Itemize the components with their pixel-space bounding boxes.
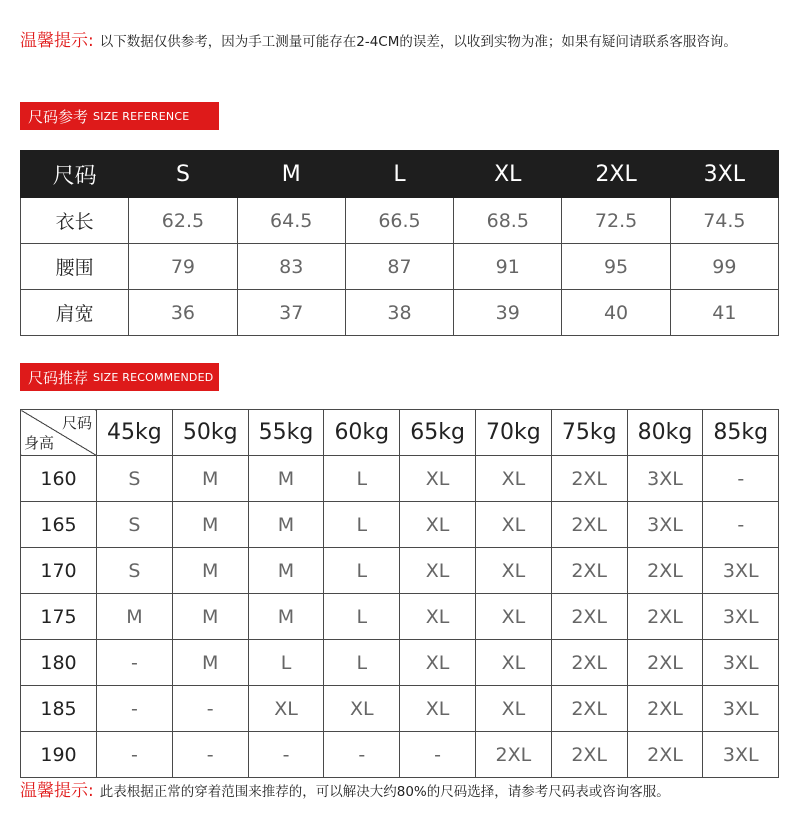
notice-bottom-highlight: 温馨提示:	[20, 781, 94, 801]
recommended-size-cell: S	[97, 456, 173, 502]
recommended-size-cell: 3XL	[703, 594, 779, 640]
measurement-value: 37	[237, 290, 345, 336]
recommended-size-cell: 2XL	[627, 594, 703, 640]
recommended-size-cell: XL	[475, 502, 551, 548]
size-header-cell: L	[345, 151, 453, 198]
measurement-value: 87	[345, 244, 453, 290]
measurement-value: 41	[670, 290, 778, 336]
weight-header-cell: 75kg	[551, 410, 627, 456]
table-row	[21, 290, 779, 336]
recommended-size-cell: M	[248, 594, 324, 640]
recommended-size-cell: 3XL	[627, 502, 703, 548]
recommended-size-cell: XL	[400, 548, 476, 594]
recommended-size-cell: XL	[475, 548, 551, 594]
recommended-size-cell: 2XL	[475, 732, 551, 778]
notice-bottom	[20, 780, 790, 803]
recommended-size-cell: XL	[400, 502, 476, 548]
recommended-size-cell: 3XL	[703, 548, 779, 594]
recommended-size-cell: 2XL	[551, 640, 627, 686]
recommended-size-cell: -	[172, 732, 248, 778]
recommended-size-cell: XL	[248, 686, 324, 732]
recommended-size-cell: 3XL	[703, 640, 779, 686]
height-label: 160	[21, 456, 97, 502]
recommended-size-cell: XL	[400, 640, 476, 686]
size-reference-table	[20, 150, 779, 336]
recommended-size-cell: 2XL	[551, 456, 627, 502]
size-recommended-tag-en: SIZE RECOMMENDED	[93, 370, 214, 384]
weight-header-cell: 80kg	[627, 410, 703, 456]
recommended-size-cell: 2XL	[551, 548, 627, 594]
measurement-value: 36	[129, 290, 237, 336]
recommended-size-cell: M	[172, 456, 248, 502]
size-header-cell: 3XL	[670, 151, 778, 198]
measurement-value: 83	[237, 244, 345, 290]
recommended-size-cell: M	[172, 502, 248, 548]
measurement-value: 64.5	[237, 198, 345, 244]
recommended-size-cell: XL	[400, 456, 476, 502]
recommended-size-cell: -	[97, 686, 173, 732]
recommended-size-cell: 3XL	[703, 686, 779, 732]
recommended-size-cell: XL	[324, 686, 400, 732]
measurement-value: 99	[670, 244, 778, 290]
recommended-size-cell: 2XL	[551, 594, 627, 640]
notice-bottom-text: 此表根据正常的穿着范围来推荐的，可以解决大约80%的尺码选择，请参考尺码表或咨询客服。	[99, 784, 670, 800]
table-row	[21, 732, 779, 778]
recommended-size-cell: XL	[400, 594, 476, 640]
size-recommended-table	[20, 409, 779, 778]
recommended-size-cell: L	[324, 456, 400, 502]
recommended-size-cell: -	[324, 732, 400, 778]
weight-header-cell: 55kg	[248, 410, 324, 456]
measurement-value: 40	[562, 290, 670, 336]
recommended-size-cell: 2XL	[627, 640, 703, 686]
recommended-size-cell: XL	[475, 456, 551, 502]
recommended-size-cell: -	[703, 456, 779, 502]
height-label: 190	[21, 732, 97, 778]
size-column-header: 尺码	[21, 151, 129, 198]
recommended-size-cell: 3XL	[703, 732, 779, 778]
corner-header-cell	[21, 410, 97, 456]
recommended-size-cell: 2XL	[627, 686, 703, 732]
measurement-label: 肩宽	[21, 290, 129, 336]
measurement-value: 74.5	[670, 198, 778, 244]
size-header-cell: 2XL	[562, 151, 670, 198]
recommended-size-cell: M	[248, 502, 324, 548]
recommended-size-cell: XL	[475, 640, 551, 686]
recommended-size-cell: M	[172, 640, 248, 686]
recommended-size-cell: M	[172, 548, 248, 594]
weight-header-cell: 60kg	[324, 410, 400, 456]
height-label: 185	[21, 686, 97, 732]
table-row	[21, 686, 779, 732]
table-row	[21, 548, 779, 594]
recommended-size-cell: 2XL	[627, 548, 703, 594]
size-recommended-header-row	[21, 410, 779, 456]
size-recommended-tag	[20, 363, 219, 391]
recommended-size-cell: 2XL	[551, 686, 627, 732]
height-label: 175	[21, 594, 97, 640]
recommended-size-cell: L	[248, 640, 324, 686]
recommended-size-cell: 2XL	[551, 502, 627, 548]
table-row	[21, 198, 779, 244]
corner-height-label: 身高	[24, 434, 55, 452]
recommended-size-cell: M	[248, 456, 324, 502]
measurement-value: 91	[454, 244, 562, 290]
measurement-value: 39	[454, 290, 562, 336]
recommended-size-cell: M	[248, 548, 324, 594]
measurement-value: 72.5	[562, 198, 670, 244]
recommended-size-cell: -	[97, 640, 173, 686]
notice-top-highlight: 温馨提示:	[20, 31, 94, 51]
size-header-cell: S	[129, 151, 237, 198]
measurement-value: 95	[562, 244, 670, 290]
weight-header-cell: 50kg	[172, 410, 248, 456]
size-recommended-tag-cn: 尺码推荐	[28, 368, 89, 387]
measurement-value: 62.5	[129, 198, 237, 244]
table-row	[21, 640, 779, 686]
recommended-size-cell: XL	[475, 594, 551, 640]
measurement-label: 腰围	[21, 244, 129, 290]
corner-size-label: 尺码	[61, 414, 92, 432]
recommended-size-cell: M	[97, 594, 173, 640]
height-label: 170	[21, 548, 97, 594]
height-label: 165	[21, 502, 97, 548]
table-row	[21, 594, 779, 640]
weight-header-cell: 85kg	[703, 410, 779, 456]
recommended-size-cell: -	[248, 732, 324, 778]
recommended-size-cell: 2XL	[551, 732, 627, 778]
recommended-size-cell: XL	[475, 686, 551, 732]
recommended-size-cell: M	[172, 594, 248, 640]
size-header-cell: XL	[454, 151, 562, 198]
height-label: 180	[21, 640, 97, 686]
recommended-size-cell: S	[97, 548, 173, 594]
recommended-size-cell: -	[400, 732, 476, 778]
measurement-value: 38	[345, 290, 453, 336]
recommended-size-cell: L	[324, 640, 400, 686]
size-reference-tag-cn: 尺码参考	[28, 107, 89, 126]
recommended-size-cell: 2XL	[627, 732, 703, 778]
measurement-value: 66.5	[345, 198, 453, 244]
weight-header-cell: 70kg	[475, 410, 551, 456]
table-row	[21, 502, 779, 548]
recommended-size-cell: -	[172, 686, 248, 732]
size-reference-header-row	[21, 151, 779, 198]
recommended-size-cell: S	[97, 502, 173, 548]
notice-top-text: 以下数据仅供参考，因为手工测量可能存在2-4CM的误差，以收到实物为准；如果有疑问请联系客服咨询。	[99, 34, 737, 50]
recommended-size-cell: 3XL	[627, 456, 703, 502]
recommended-size-cell: -	[97, 732, 173, 778]
size-reference-tag-en: SIZE REFERENCE	[93, 109, 190, 123]
recommended-size-cell: L	[324, 594, 400, 640]
recommended-size-cell: XL	[400, 686, 476, 732]
measurement-value: 68.5	[454, 198, 562, 244]
recommended-size-cell: -	[703, 502, 779, 548]
table-row	[21, 244, 779, 290]
recommended-size-cell: L	[324, 548, 400, 594]
measurement-label: 衣长	[21, 198, 129, 244]
table-row	[21, 456, 779, 502]
notice-top	[20, 30, 790, 53]
weight-header-cell: 65kg	[400, 410, 476, 456]
measurement-value: 79	[129, 244, 237, 290]
size-header-cell: M	[237, 151, 345, 198]
recommended-size-cell: L	[324, 502, 400, 548]
weight-header-cell: 45kg	[97, 410, 173, 456]
size-reference-tag	[20, 102, 219, 130]
